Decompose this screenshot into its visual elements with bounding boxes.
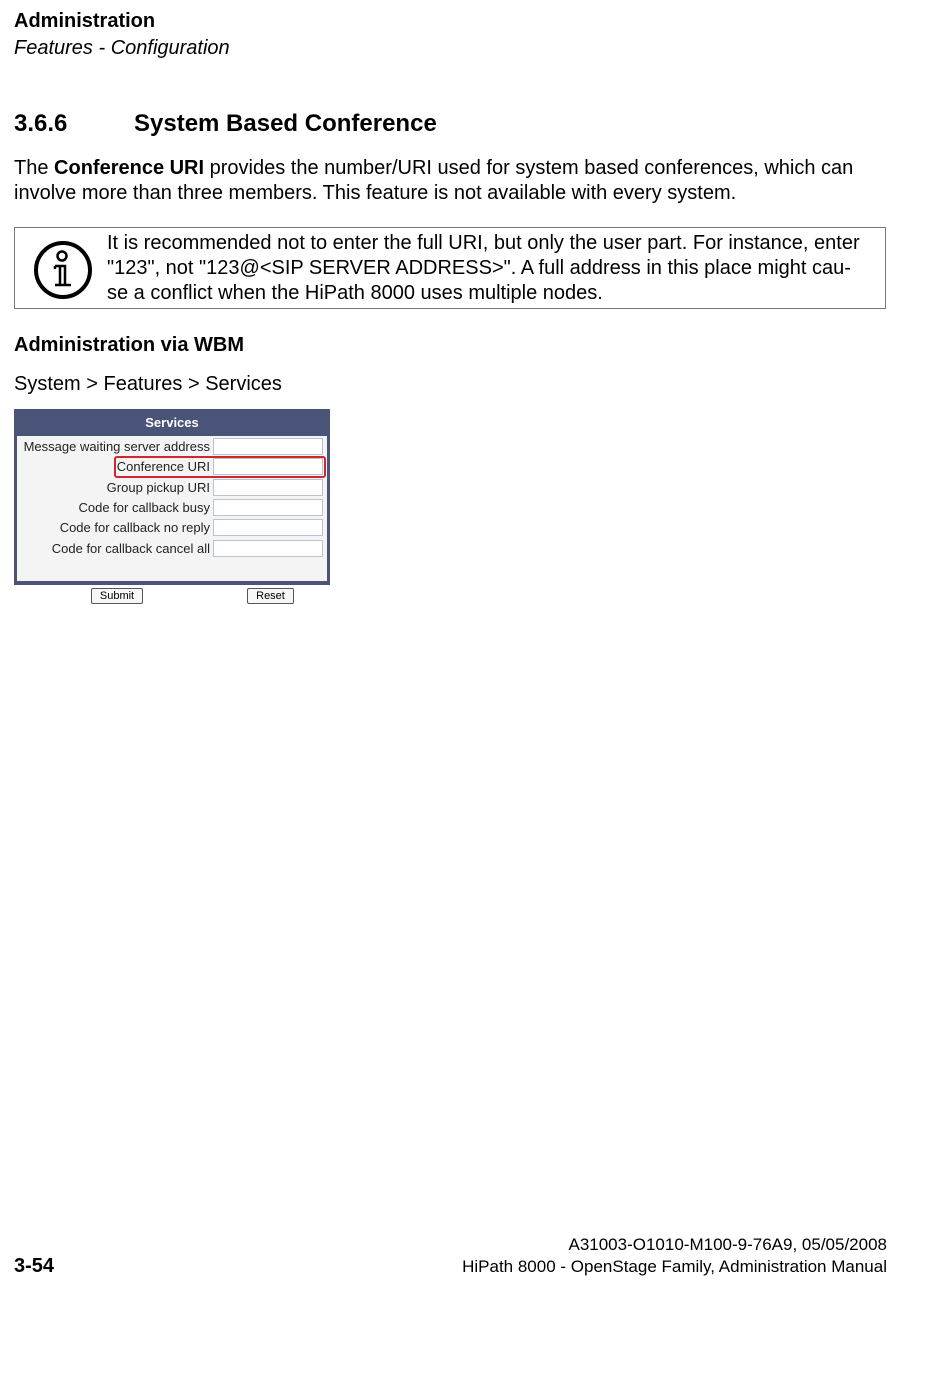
reset-button[interactable]: Reset (247, 588, 294, 604)
row-message-waiting-server-address (17, 437, 327, 457)
note-line-2: "123", not "123@<SIP SERVER ADDRESS>". A full address in this place might cau- (107, 257, 851, 279)
footer-page-number: 3-54 (14, 1255, 55, 1277)
row-code-callback-busy (17, 498, 327, 518)
running-header-subtitle: Features - Configuration (14, 37, 230, 59)
row-label: Code for callback cancel all (51, 541, 210, 556)
code-callback-no-reply-input[interactable] (213, 519, 323, 536)
note-line-1: It is recommended not to enter the full URI, but only the user part. For instance, enter (107, 232, 860, 254)
row-label: Code for callback busy (78, 500, 210, 515)
note-box (14, 227, 886, 309)
intro-term-conference-uri: Conference URI (54, 157, 205, 179)
row-label: Conference URI (116, 459, 210, 474)
footer-document-id: A31003-O1010-M100-9-76A9, 05/05/2008 (568, 1235, 887, 1254)
row-label: Code for callback no reply (59, 520, 210, 535)
row-code-callback-no-reply (17, 518, 327, 538)
panel-title: Services (145, 415, 199, 430)
services-panel (14, 409, 330, 602)
intro-paragraph (14, 156, 894, 206)
code-callback-busy-input[interactable] (213, 499, 323, 516)
footer-manual-title: HiPath 8000 - OpenStage Family, Administration Manual (462, 1257, 887, 1276)
section-title: System Based Conference (134, 110, 437, 137)
code-callback-cancel-all-input[interactable] (213, 540, 323, 557)
row-code-callback-cancel-all (17, 539, 327, 559)
panel-body (17, 436, 327, 602)
row-label: Group pickup URI (106, 480, 210, 495)
intro-text-end: provides the number/URI used for system based conferences, which can involve more than three members. This feature is not available with every system. (14, 157, 854, 204)
running-header-title: Administration (14, 10, 156, 32)
note-text (107, 231, 882, 306)
conference-uri-highlight (114, 456, 326, 478)
group-pickup-uri-input[interactable] (213, 479, 323, 496)
section-number: 3.6.6 (14, 110, 68, 137)
wbm-heading: Administration via WBM (14, 334, 245, 356)
message-waiting-server-address-input[interactable] (213, 438, 323, 455)
row-label: Message waiting server address (23, 439, 210, 454)
row-group-pickup-uri (17, 478, 327, 498)
submit-button[interactable]: Submit (91, 588, 143, 604)
note-line-3: se a conflict when the HiPath 8000 uses multiple nodes. (107, 282, 603, 304)
navigation-path: System > Features > Services (14, 373, 282, 395)
info-icon (33, 240, 93, 300)
intro-text-start: The (14, 157, 55, 179)
